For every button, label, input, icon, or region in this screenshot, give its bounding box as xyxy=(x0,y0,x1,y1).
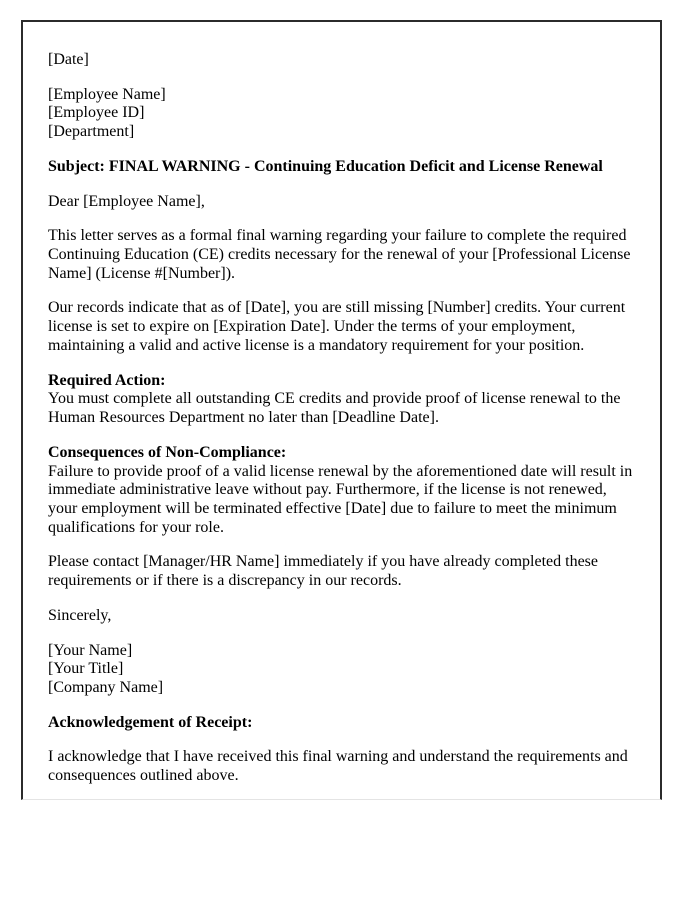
letter-paragraph: Please contact [Manager/HR Name] immediately if you have already completed these requirements or if there is a discrepancy in our records. xyxy=(48,553,599,590)
letter-paragraph: Sincerely, xyxy=(48,606,112,624)
letter-bold-text: Subject: FINAL WARNING - Continuing Education Deficit and License Renewal xyxy=(48,157,603,175)
letter-paragraph: Consequences of Non-Compliance: Failure to provide proof of a valid license renewal by the aforementioned date will result in immediate administrative leave without pay. Furthermore, if the license is not renewed, your employment will be terminated effective [Date] due to failure to meet the minimum qualifications for your role. xyxy=(48,443,633,536)
letter-paragraph: Dear [Employee Name], xyxy=(48,192,205,210)
letter-paragraph: [Date] xyxy=(48,51,89,68)
letter-document xyxy=(21,20,662,800)
letter-paragraph: Our records indicate that as of [Date], you are still missing [Number] credits. Your current license is set to expire on [Expiration Date]. Under the terms of your employment, maintaining a valid and active license is a mandatory requirement for your position. xyxy=(48,299,626,354)
section-heading: Consequences of Non-Compliance: xyxy=(48,443,287,461)
letter-paragraph xyxy=(48,714,634,733)
letter-paragraph: This letter serves as a formal final warning regarding your failure to complete the required Continuing Education (CE) credits necessary for the renewal of your [Professional License Name] (License #[Number]). xyxy=(48,227,631,282)
letter-paragraph: I acknowledge that I have received this final warning and understand the requirements and consequences outlined above. xyxy=(48,748,628,785)
letter-paragraph: [Your Name] [Your Title] [Company Name] xyxy=(48,641,164,696)
letter-paragraph: [Employee Name] [Employee ID] [Department] xyxy=(48,85,166,141)
letter-paragraph xyxy=(48,158,634,177)
section-heading: Required Action: xyxy=(48,371,166,389)
letter-body xyxy=(48,51,634,786)
letter-bold-text: Acknowledgement of Receipt: xyxy=(48,713,253,731)
letter-paragraph: Required Action: You must complete all outstanding CE credits and provide proof of license renewal to the Human Resources Department no later than [Deadline Date]. xyxy=(48,371,621,427)
